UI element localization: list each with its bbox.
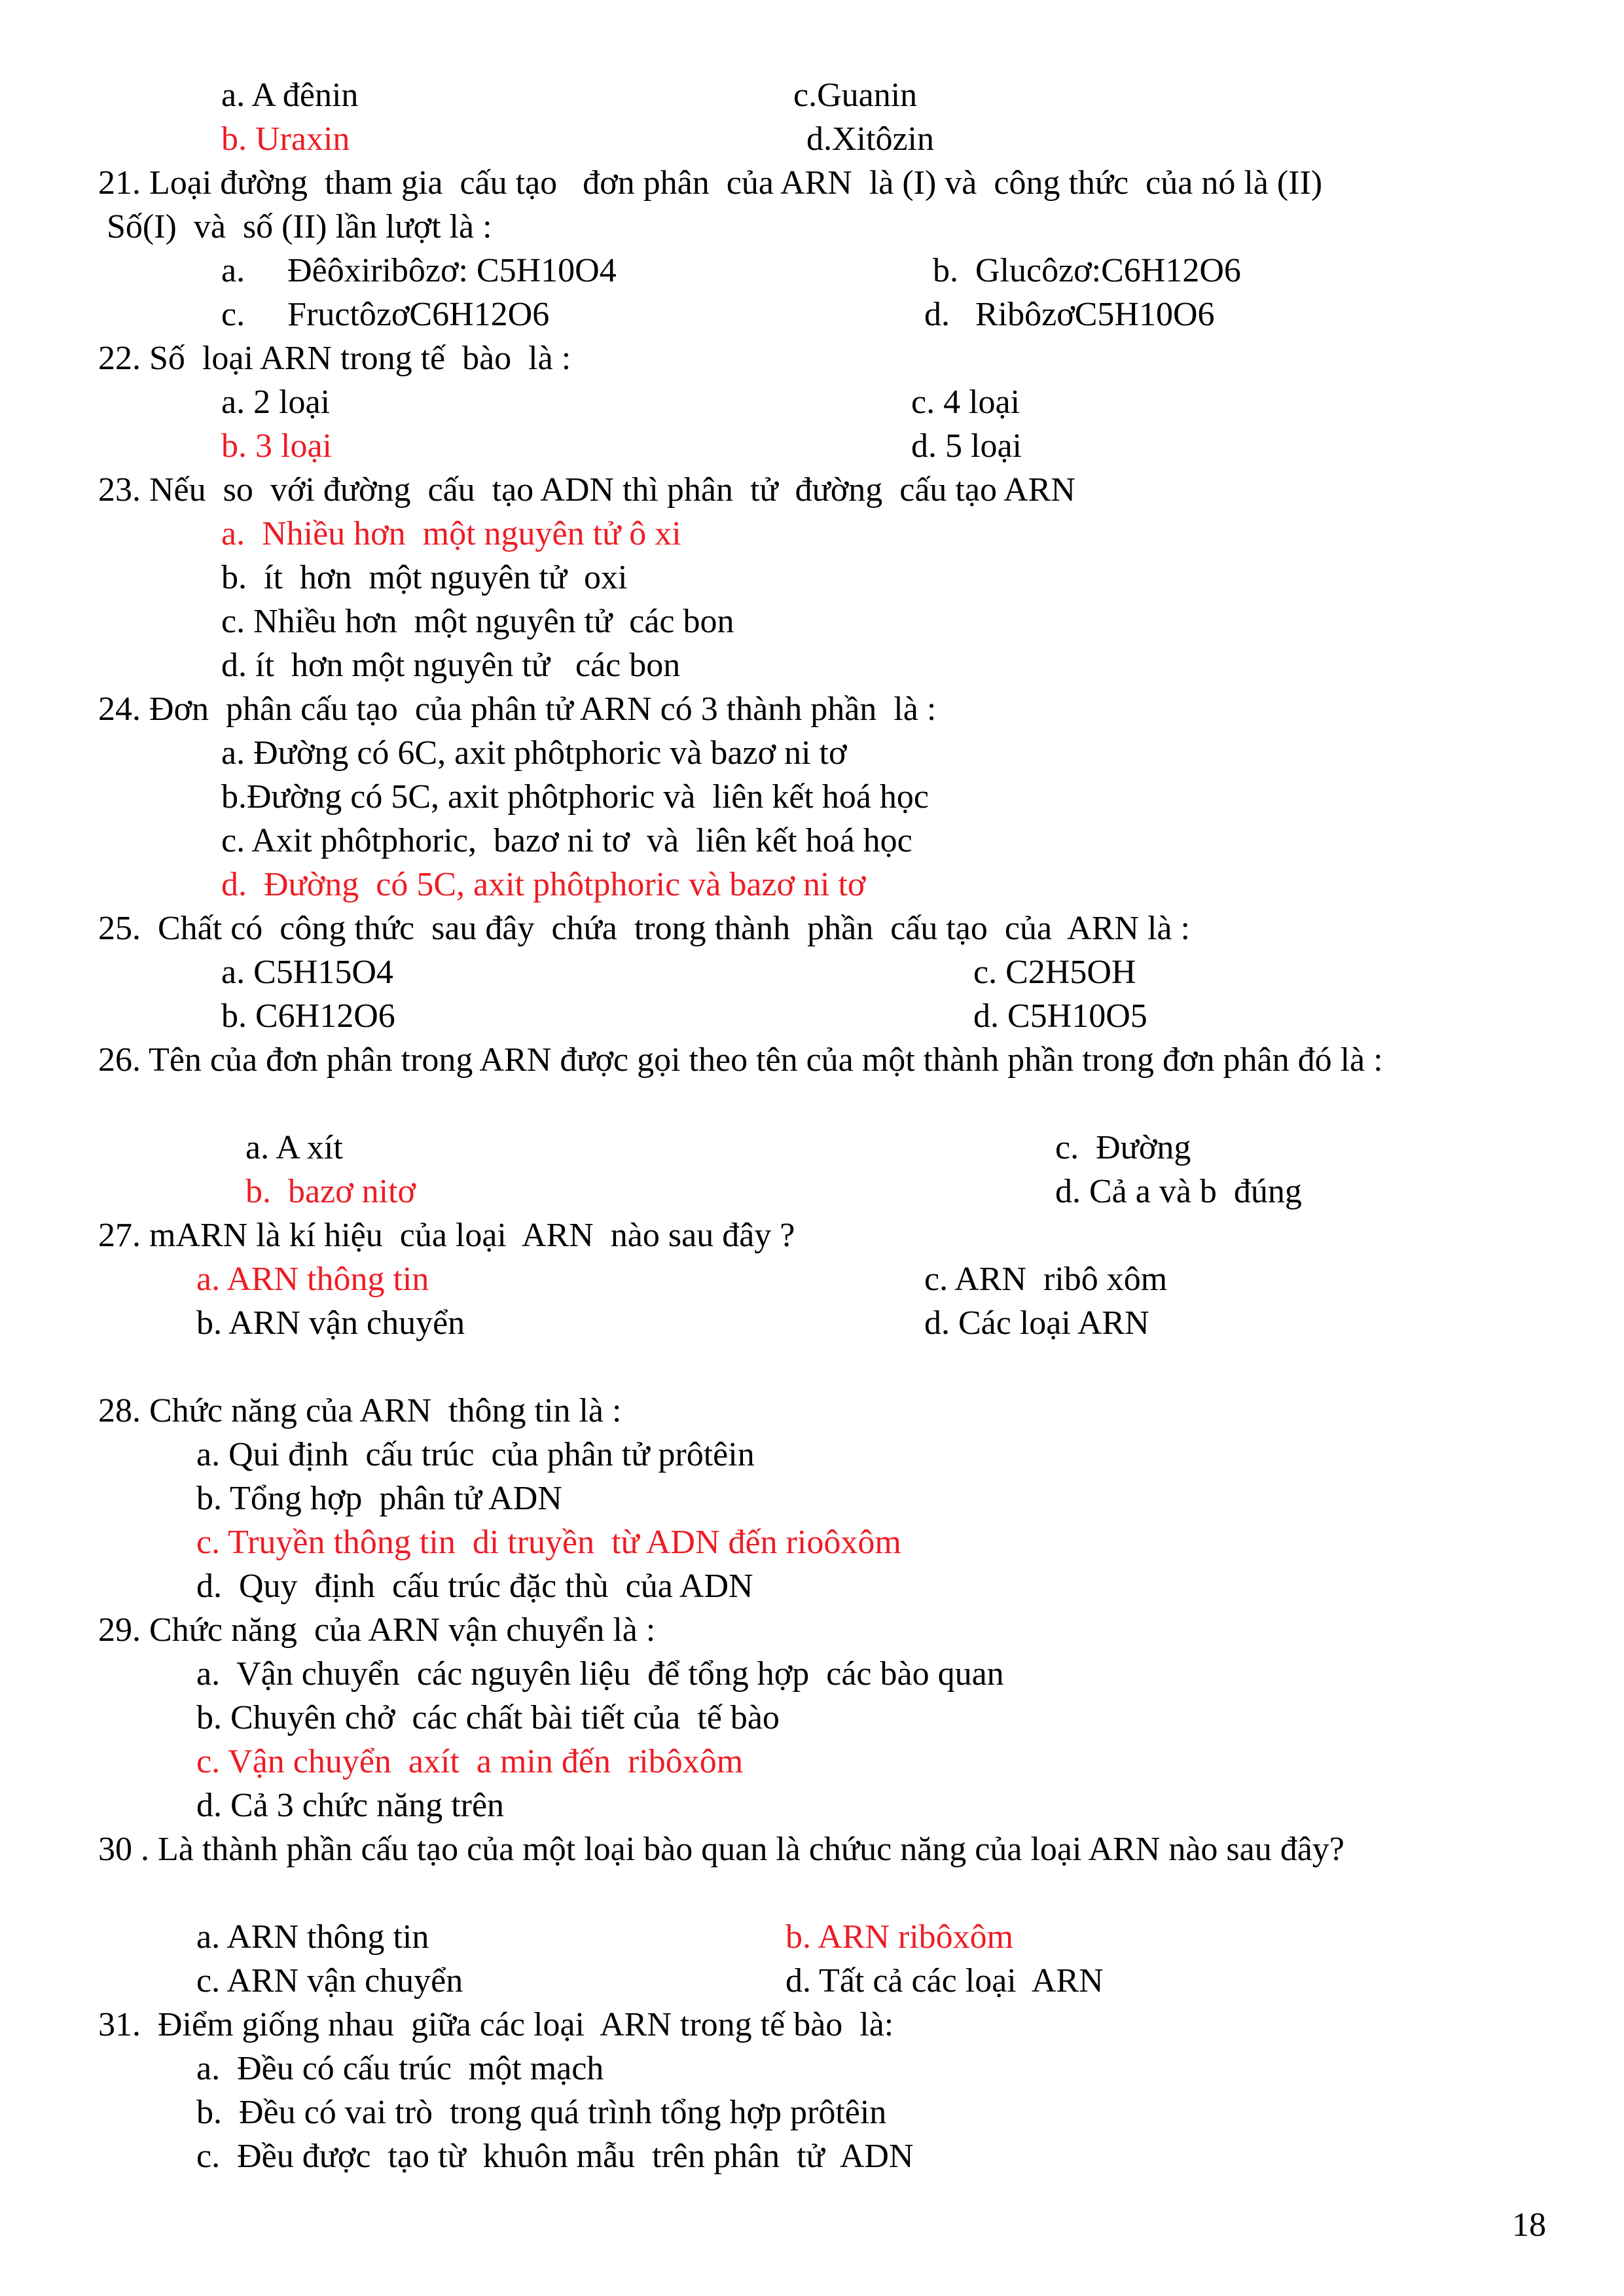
q29-option-a: a. Vận chuyển các nguyên liệu để tổng hợp các bào quan	[196, 1655, 1004, 1693]
q26-option-a: a. A xít	[245, 1129, 343, 1166]
q21-option-b: b. Glucôzơ:C6H12O6	[933, 252, 1241, 289]
q27-option-c: c. ARN ribô xôm	[924, 1261, 1168, 1298]
q30-option-c: c. ARN vận chuyển	[196, 1962, 463, 2000]
q26-option-d: d. Cả a và b đúng	[1055, 1173, 1302, 1210]
q23-option-d: d. ít hơn một nguyên tử các bon	[221, 647, 681, 684]
q24-option-d-answer: d. Đường có 5C, axit phôtphoric và bazơ ni tơ	[221, 866, 866, 903]
q29-option-b: b. Chuyên chở các chất bài tiết của tế bào	[196, 1699, 780, 1736]
q29-question: 29. Chức năng của ARN vận chuyển là :	[98, 1611, 656, 1649]
q20-option-b-answer: b. Uraxin	[221, 120, 350, 158]
q21-option-d: d. RibôzơC5H10O6	[924, 296, 1215, 333]
q30-option-a: a. ARN thông tin	[196, 1918, 429, 1956]
q31-question: 31. Điểm giống nhau giữa các loại ARN trong tế bào là:	[98, 2006, 894, 2043]
q31-option-a: a. Đều có cấu trúc một mạch	[196, 2050, 604, 2087]
q28-option-c-answer: c. Truyền thông tin di truyền từ ADN đến rioôxôm	[196, 1524, 901, 1561]
q23-option-b: b. ít hơn một nguyên tử oxi	[221, 559, 628, 596]
page-number: 18	[1512, 2206, 1546, 2244]
q25-option-a: a. C5H15O4	[221, 954, 393, 991]
q22-option-b-answer: b. 3 loại	[221, 427, 332, 465]
q30-option-b-answer: b. ARN ribôxôm	[785, 1918, 1014, 1956]
q27-option-d: d. Các loại ARN	[924, 1304, 1149, 1342]
q24-option-b: b.Đường có 5C, axit phôtphoric và liên kết hoá học	[221, 778, 929, 816]
q23-question: 23. Nếu so với đường cấu tạo ADN thì phân tử đường cấu tạo ARN	[98, 471, 1075, 509]
q26-option-c: c. Đường	[1055, 1129, 1191, 1166]
q26-question: 26. Tên của đơn phân trong ARN được gọi theo tên của một thành phần trong đơn phân đó là :	[98, 1041, 1383, 1079]
q22-option-d: d. 5 loại	[911, 427, 1022, 465]
q22-option-c: c. 4 loại	[911, 384, 1020, 421]
q20-option-a: a. A đênin	[221, 77, 359, 114]
q29-option-d: d. Cả 3 chức năng trên	[196, 1787, 505, 1824]
q21-question-cont: Số(I) và số (II) lần lượt là :	[98, 208, 492, 245]
q26-option-b-answer: b. bazơ nitơ	[245, 1173, 416, 1210]
q31-option-b: b. Đều có vai trò trong quá trình tổng hợp prôtêin	[196, 2094, 887, 2131]
q28-option-d: d. Quy định cấu trúc đặc thù của ADN	[196, 1568, 753, 1605]
q27-option-a-answer: a. ARN thông tin	[196, 1261, 429, 1298]
q22-option-a: a. 2 loại	[221, 384, 331, 421]
q21-option-c: c. FructôzơC6H12O6	[221, 296, 550, 333]
q27-option-b: b. ARN vận chuyển	[196, 1304, 465, 1342]
q28-option-b: b. Tổng hợp phân tử ADN	[196, 1480, 562, 1517]
q27-question: 27. mARN là kí hiệu của loại ARN nào sau đây ?	[98, 1217, 795, 1254]
q22-question: 22. Số loại ARN trong tế bào là :	[98, 340, 571, 377]
q31-option-c: c. Đều được tạo từ khuôn mẫu trên phân tử ADN	[196, 2138, 914, 2175]
q24-question: 24. Đơn phân cấu tạo của phân tử ARN có 3 thành phần là :	[98, 691, 937, 728]
q29-option-c-answer: c. Vận chuyển axít a min đến ribôxôm	[196, 1743, 744, 1780]
q24-option-a: a. Đường có 6C, axit phôtphoric và bazơ ni tơ	[221, 734, 847, 772]
q25-option-b: b. C6H12O6	[221, 997, 395, 1035]
q25-question: 25. Chất có công thức sau đây chứa trong thành phần cấu tạo của ARN là :	[98, 910, 1190, 947]
q30-option-d: d. Tất cả các loại ARN	[785, 1962, 1104, 2000]
q23-option-a-answer: a. Nhiều hơn một nguyên tử ô xi	[221, 515, 681, 552]
q25-option-d: d. C5H10O5	[973, 997, 1147, 1035]
q20-option-c: c.Guanin	[793, 77, 918, 114]
q24-option-c: c. Axit phôtphoric, bazơ ni tơ và liên kết hoá học	[221, 822, 912, 859]
q25-option-c: c. C2H5OH	[973, 954, 1136, 991]
q20-option-d: d.Xitôzin	[806, 120, 934, 158]
q28-question: 28. Chức năng của ARN thông tin là :	[98, 1392, 622, 1429]
q23-option-c: c. Nhiều hơn một nguyên tử các bon	[221, 603, 734, 640]
q21-option-a: a. Đêôxiribôzơ: C5H10O4	[221, 252, 617, 289]
q28-option-a: a. Qui định cấu trúc của phân tử prôtêin	[196, 1436, 755, 1473]
q21-question: 21. Loại đường tham gia cấu tạo đơn phân của ARN là (I) và công thức của nó là (II)	[98, 164, 1323, 202]
q30-question: 30 . Là thành phần cấu tạo của một loại bào quan là chứuc năng của loại ARN nào sau đây?	[98, 1831, 1344, 1868]
